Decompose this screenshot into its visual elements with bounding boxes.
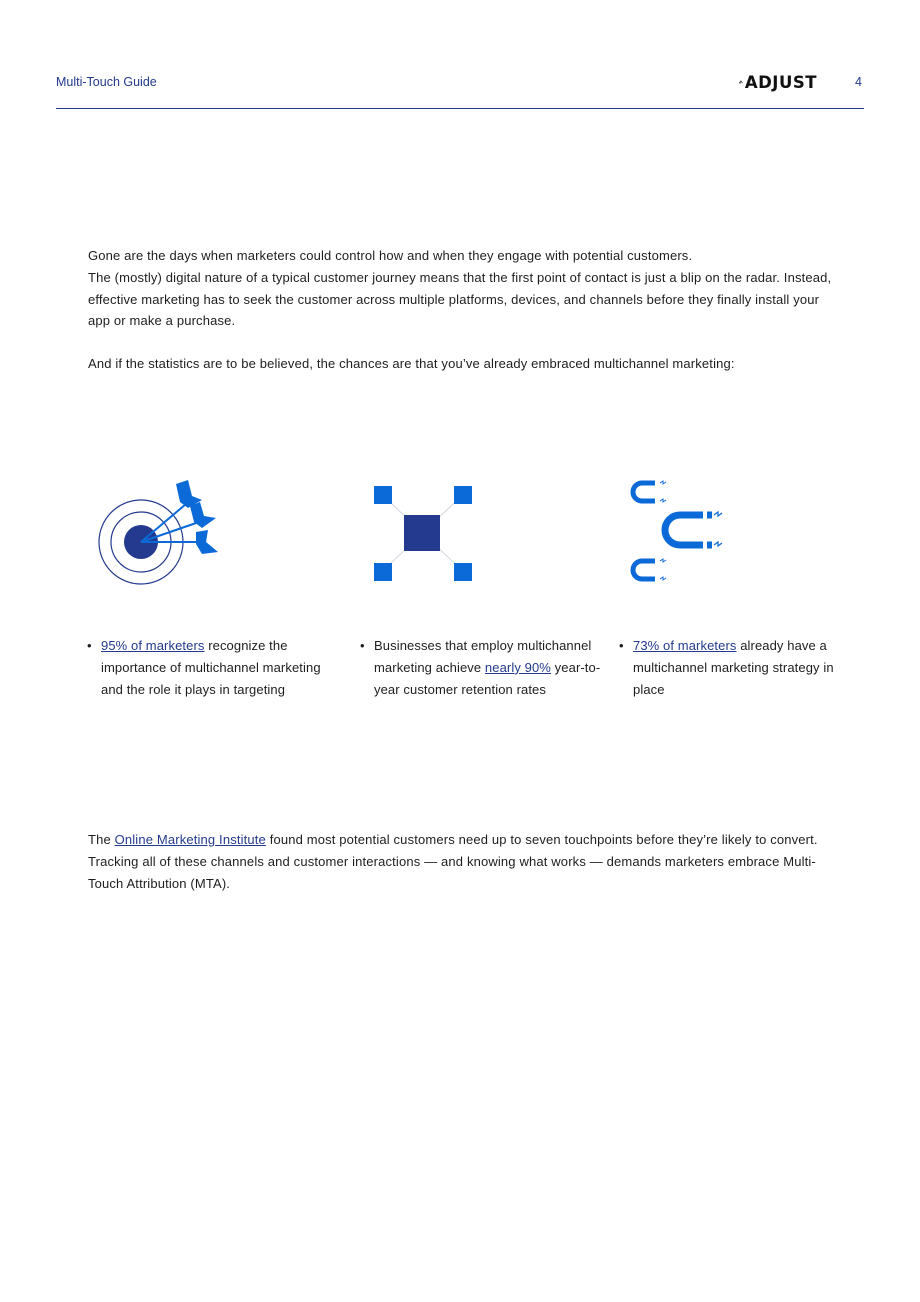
header-divider: [56, 108, 864, 109]
header-title: Multi-Touch Guide: [56, 75, 157, 89]
target-darts-icon: [96, 478, 220, 588]
stat-item-2: [360, 635, 604, 700]
logo-text: ADJUST: [744, 72, 817, 92]
intro-paragraph: [88, 245, 838, 332]
adjust-logo-icon: [739, 75, 743, 89]
network-nodes-icon: [372, 484, 474, 582]
stats-lead-paragraph: And if the statistics are to be believed, the chances are that you’ve already embraced multichannel marketing:: [88, 356, 735, 371]
intro-line-1: Gone are the days when marketers could control how and when they engage with potential customers.: [88, 248, 693, 263]
online-marketing-institute-link[interactable]: Online Marketing Institute: [114, 832, 266, 847]
stat-item-1: [87, 635, 321, 700]
stat-3-link[interactable]: 73% of marketers: [633, 638, 737, 653]
stat-1-text: recognize the importance of multichannel marketing and the role it plays in targeting: [101, 638, 321, 697]
stat-2-text-post: year-to-year customer retention rates: [374, 659, 601, 697]
outro-text-post: found most potential customers need up to seven touchpoints before they’re likely to convert. Tracking all of these channels and customer interactions — and knowing what works — demands marketers embrace Multi-Touch Attribution (MTA).: [88, 832, 818, 891]
intro-line-2: The (mostly) digital nature of a typical customer journey means that the first point of contact is just a blip on the radar. Instead, effective marketing has to seek the customer across multiple platforms, devices, and channels before they finally install your app or make a purchase.: [88, 269, 832, 329]
stat-item-3: [619, 635, 863, 700]
adjust-logo[interactable]: [739, 71, 817, 93]
stat-3-text: already have a multichannel marketing strategy in place: [633, 638, 834, 697]
stat-2-text-pre: Businesses that employ multichannel marketing achieve: [374, 638, 592, 675]
outro-paragraph: [88, 829, 838, 894]
magnets-icon: [628, 477, 728, 585]
bullet: •: [87, 638, 92, 653]
bullet: •: [360, 638, 365, 653]
bullet: •: [619, 638, 624, 653]
stat-2-link[interactable]: nearly 90%: [484, 659, 551, 675]
stat-1-link[interactable]: 95% of marketers: [101, 638, 205, 653]
page-number: 4: [855, 75, 862, 89]
outro-text-pre: The: [88, 832, 115, 847]
